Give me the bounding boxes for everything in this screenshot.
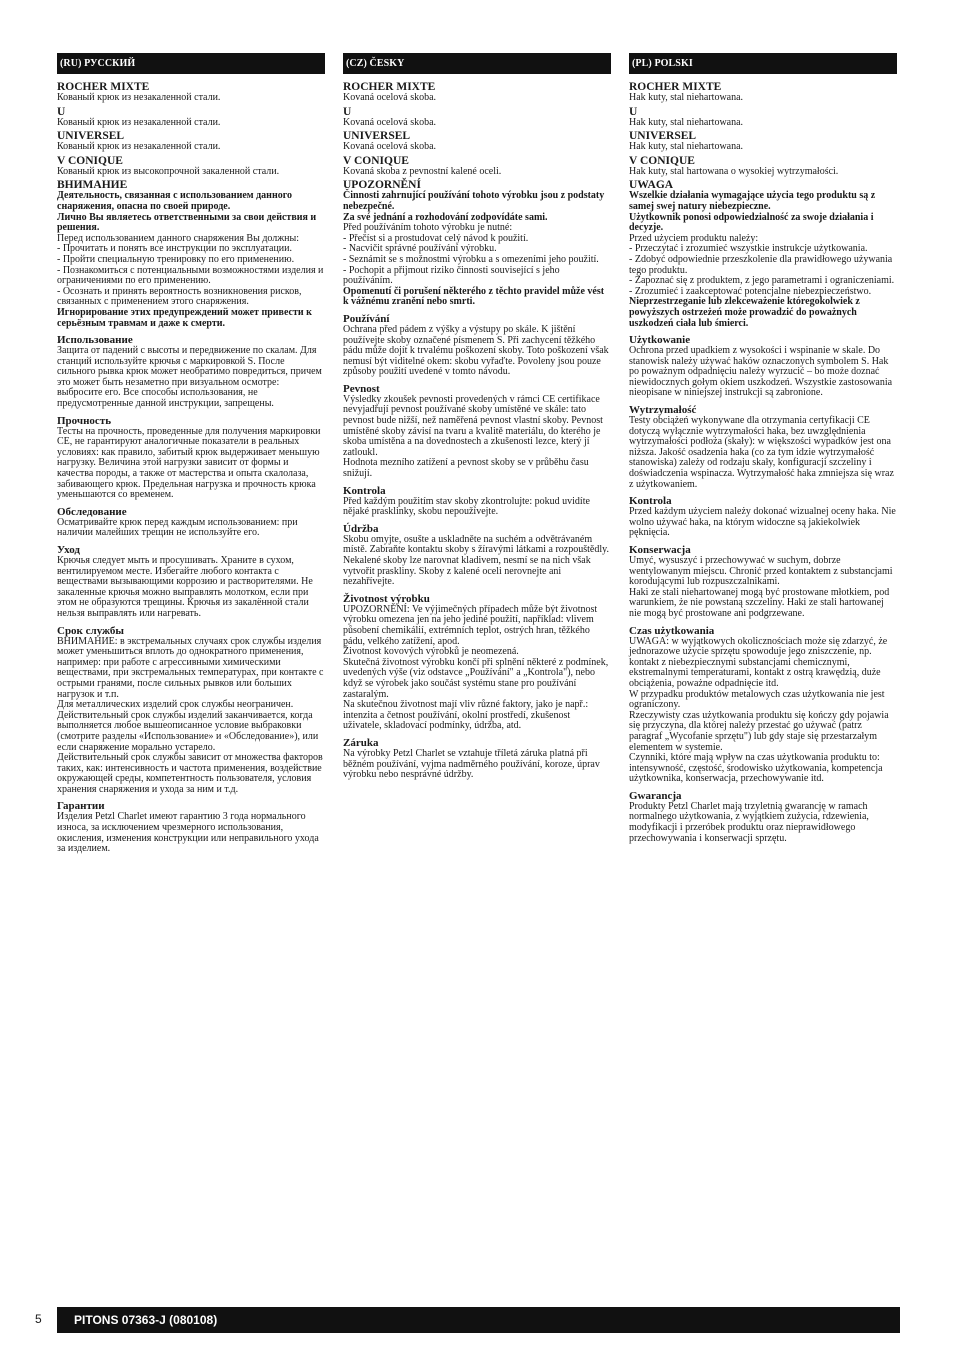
lifetime-title: Životnost výrobku [343, 592, 430, 605]
use-text: Ochrana před pádem z výšky a výstupy po skále. K jištění používejte skoby označené písmenem S. Při zachycení těžkého pádu může dojít k trvalému poškození skoby. Toto poškození však nemusí být viditelné okem: skobu vyřaďte. Povoleny jsou pouze způsoby použití uvedené v tomto návodu. [343, 323, 609, 378]
care-text: Skobu omyjte, osušte a uskladněte na suchém a odvětrávaném místě. Zabraňte kontaktu skoby s žíravými látkami a rozpouštědly. Nekalené skoby lze narovnat kladivem, nesmí se na nich však vytvořit praskliny. Skoby z kalené oceli nerovnejte ani nezahřívejte. [343, 533, 609, 588]
product-desc-rocher: Hak kuty, stal niehartowana. [629, 92, 744, 103]
product-desc-u: Hak kuty, stal niehartowana. [629, 116, 744, 128]
warning-bold-outro: Nieprzestrzeganie lub zlekceważenie któregokolwiek z powyższych ostrzeżeń może prowadzić do poważnych uszkodzeń ciała lub śmierci. [629, 296, 860, 329]
product-title-u: U [343, 105, 352, 118]
product-title-universel: UNIVERSEL [343, 130, 411, 143]
inspection-text: Осматривайте крюк перед каждым использованием: при наличии малейших трещин не используйте его. [57, 516, 298, 539]
care-title: Konserwacja [629, 544, 691, 556]
product-desc-universel: Кованый крюк из незакаленной стали. [57, 141, 221, 153]
warning-title: ВНИМАНИЕ [57, 179, 128, 192]
product-desc-universel: Hak kuty, stal niehartowana. [629, 141, 744, 153]
product-desc-rocher: Кованый крюк из незакаленной стали. [57, 92, 221, 103]
use-text: Защита от падений с высоты и передвижение по скалам. Для станций используйте крючья с маркировкой S. После сильного рывка крюк может необратимо повредиться, причем это может быть незаметно при визуальном осмотре: выбросите его. Все способы использования, не предусмотренные данной инструкции, запрещены. [57, 345, 322, 410]
product-desc-universel: Kovaná ocelová skoba. [343, 141, 437, 153]
product-title-vconique: V CONIQUE [629, 154, 695, 167]
column-polish [629, 53, 897, 844]
use-text: Ochrona przed upadkiem z wysokości i wspinanie w skale. Do stanowisk należy używać haków oznaczonych symbolem S. Hak po poważnym odpadnięciu należy wyrzucić – bo może doznać niewidocznych gołym okiem uszkodzeń. Wszystkie zastosowania nieopisane w niniejszej instrukcji są zabronione. [629, 345, 893, 399]
language-header: (RU) РУССКИЙ [57, 53, 325, 74]
inspection-text: Przed każdym użyciem należy dokonać wizualnej oceny haka. Nie wolno używać haka, na którym widoczne są jakiekolwiek pęknięcia. [629, 506, 896, 539]
use-title: Používání [343, 312, 390, 325]
warranty-text: Изделия Petzl Charlet имеют гарантию 3 года нормального износа, за исключением чрезмерного использования, окисления, изменения конструкции или неправильного ухода за изделием. [57, 811, 319, 855]
care-title: Уход [57, 544, 80, 556]
warning-title: UWAGA [629, 179, 674, 192]
product-title-u: U [57, 105, 66, 118]
lifetime-text: UPOZORNĚNÍ: Ve výjimečných případech může být životnost výrobku omezena jen na jeho jediné použití, například: vlivem působení chemikálií, extrémních teplot, ostrých hran, těžkého pádu, velkého zatížení, apod. Životnost kovových výrobků je neomezená. Skutečná životnost výrobku končí při splnění některé z podmínek, uvedených výše (viz odstavce „Používání" a „Kontrola"), nebo když se výrobek jako součást systému stane pro používání zastaralým. Na skutečnou životnost mají vliv různé faktory, jako je např.: intenzita a četnost používání, okolní prostředí, zkušenost uživatele, skladovací podmínky, údržba, atd. [343, 603, 609, 732]
product-desc-rocher: Kovaná ocelová skoba. [343, 92, 437, 103]
strength-text: Výsledky zkoušek pevnosti provedených v rámci CE certifikace nevyjadřují pevnost používané skoby umístěné ve skále: tato pevnost bude nižší, než naměřená pevnost vlastní skoby. Pevnost umístěné skoby závisí na tvaru a kvalitě materiálu, do kterého je skoba umístěna a na dovednostech a zkušenosti lezce, který jí zatloukl. Hodnota mezního zatížení a pevnost skoby se v průběhu času snižují. [343, 393, 603, 480]
product-title-u: U [629, 105, 638, 118]
product-title-rocher: ROCHER MIXTE [57, 81, 150, 93]
warning-list: Před používáním tohoto výrobku je nutné: - Přečíst si a prostudovat celý návod k použití. - Nacvičit správné používání výrobku. - Seznámit se s možnostmi výrobku a s omezeními jeho použití. - Pochopit a přijmout riziko činnosti související s jeho používáním. [343, 222, 599, 287]
warning-bold-intro: Wszelkie działania wymagające użycia tego produktu są z samej swej natury niebezpieczne. Użytkownik ponosi odpowiedzialność za swoje działania i decyzje. [629, 190, 876, 234]
language-header: (PL) POLSKI [629, 53, 897, 74]
use-title: Użytkowanie [629, 334, 691, 347]
warranty-title: Záruka [343, 736, 379, 749]
warranty-text: Produkty Petzl Charlet mają trzyletnią gwarancję w ramach normalnego użytkowania, z wyjątkiem zużycia, rdzewienia, modyfikacji i przeróbek produktu oraz nieprawidłowego przechowywania i konserwacji sprzętu. [629, 800, 869, 844]
warranty-title: Гарантии [57, 800, 105, 813]
care-text: Umyć, wysuszyć i przechowywać w suchym, dobrze wentylowanym miejscu. Chronić przed kontaktem z substancjami korodującymi lub rozpuszczalnikami. Haki ze stali niehartowanej mogą być prostowane młotkiem, pod warunkiem, że nie powstaną szczeliny. Haki ze stali hartowanej nie mogą być prostowane ani podgrzewane. [629, 555, 893, 619]
use-title: Использование [57, 334, 133, 347]
strength-title: Wytrzymałość [629, 404, 697, 417]
warranty-title: Gwarancja [629, 789, 682, 802]
warning-bold-outro: Игнорирование этих предупреждений может привести к серьёзным травмам и даже к смерти. [57, 306, 312, 329]
product-title-vconique: V CONIQUE [343, 154, 409, 167]
product-title-universel: UNIVERSEL [629, 130, 697, 143]
column-russian [57, 53, 325, 855]
strength-text: Тесты на прочность, проведенные для получения маркировки CE, не гарантируют аналогичные показатели в реальных условиях: как правило, забитый крюк выдерживает меньшую нагрузку. Величина этой нагрузки зависит от формы и качества породы, а также от мастерства и опыта скалолаза, забивающего крюк. Предельная нагрузка и прочность крюка уменьшаются со временем. [57, 425, 321, 501]
inspection-text: Před každým použitím stav skoby zkontrolujte: pokud uvidíte nějaké prasklinky, skobu nepoužívejte. [343, 495, 590, 518]
inspection-title: Обследование [57, 505, 127, 518]
lifetime-title: Срок службы [57, 624, 124, 637]
warning-title: UPOZORNĚNÍ [343, 179, 421, 192]
inspection-title: Kontrola [343, 484, 386, 497]
warning-list: Przed użyciem produktu należy: - Przeczytać i zrozumieć wszystkie instrukcje użytkowania. - Zdobyć odpowiednie przeszkolenie dla prawidłowego używania tego produktu. - Zapoznać się z produktem, z jego parametrami i ograniczeniami. - Zrozumieć i zaakceptować potencjalne niebezpieczeństwo. [629, 232, 895, 297]
product-title-vconique: V CONIQUE [57, 154, 123, 167]
product-desc-vconique: Kovaná skoba z pevnostní kalené oceli. [343, 165, 502, 177]
lifetime-title: Czas użytkowania [629, 624, 715, 637]
product-desc-vconique: Hak kuty, stal hartowana o wysokiej wytrzymałości. [629, 165, 839, 177]
product-title-universel: UNIVERSEL [57, 130, 125, 143]
inspection-title: Kontrola [629, 495, 672, 508]
page-number: 5 [35, 1312, 42, 1326]
lifetime-text: ВНИМАНИЕ: в экстремальных случаях срок службы изделия может уменьшиться вплоть до однократного применения, например: при работе с агрессивными химическими веществами, при экстремальных температурах, при контакте с острыми гранями, после сильных рывков или больших нагрузок и т.п. Для металлических изделий срок службы неограничен. Действительный срок службы изделий заканчивается, когда выполняется любое вышеописанное условие выбраковки (смотрите разделы «Использование» и «Обследование»), или если снаряжение морально устарело. Действительный срок службы зависит от множества факторов таких, как: интенсивность и частота применения, воздействие окружающей среды, компетентность пользователя, условия хранения снаряжения и ухода за ним и т.д. [57, 635, 324, 795]
strength-text: Testy obciążeń wykonywane dla otrzymania certyfikacji CE dotyczą wyłącznie wytrzymałości haka, bez uwzględnienia wytrzymałości podłoża (skały): w większości wypadków jest ona niższa. Jakość osadzenia haka (co za tym idzie wytrzymałość stanowiska) zależy od rodzaju skały, konfiguracji szczeliny i doświadczenia wspinacza. Wytrzymałość haka zmniejsza się wraz z użytkowaniem. [629, 415, 894, 490]
product-desc-u: Kovaná ocelová skoba. [343, 116, 437, 128]
strength-title: Pevnost [343, 382, 380, 395]
care-title: Údržba [343, 522, 379, 535]
lifetime-text: UWAGA: w wyjątkowych okolicznościach może się zdarzyć, że jednorazowe użycie sprzętu spowoduje jego zniszczenie, np. kontakt z niebezpiecznymi substancjami chemicznymi, ekstremalnymi temperaturami, kontakt z ostrą krawędzią, duże obciążenia, poważne odpadnięcie itd. W przypadku produktów metalowych czas użytkowania nie jest ograniczony. Rzeczywisty czas użytkowania produktu się kończy gdy pojawia się przyczyna, dla której należy przestać go używać (patrz paragraf „Wycofanie sprzętu") lub gdy staje się przestarzałym elementem w systemie. Czynniki, które mają wpływ na czas użytkowania produktu to: intensywność, częstość, środowisko użytkowania, kompetencja użytkownika, konserwacja, przechowywanie itd. [629, 635, 889, 785]
product-desc-vconique: Кованый крюк из высокопрочной закаленной стали. [57, 165, 280, 177]
column-czech [343, 53, 611, 781]
warning-list: Перед использованием данного снаряжения Вы должны: - Прочитать и понять все инструкции по эксплуатации. - Пройти специальную тренировку по его применению. - Познакомиться с потенциальными возможностями изделия и ограничениями по его применению. - Осознать и принять вероятность возникновения рисков, связанных с применением этого снаряжения. [57, 232, 324, 308]
warning-bold-intro: Činnosti zahrnující používání tohoto výrobku jsou z podstaty nebezpečné. Za své jednání a rozhodování zodpovídáte sami. [343, 190, 605, 223]
product-title-rocher: ROCHER MIXTE [629, 81, 722, 93]
document-reference: PITONS 07363-J (080108) [57, 1307, 900, 1333]
warning-bold-intro: Деятельность, связанная с использованием данного снаряжения, опасна по своей природе. Лично Вы являетесь ответственными за свои действия и решения. [57, 190, 317, 234]
warranty-text: Na výrobky Petzl Charlet se vztahuje tříletá záruka platná při běžném používání, vyjma nadměrného používání, koroze, úprav výrobku nebo nesprávné údržby. [343, 747, 600, 781]
care-text: Крючья следует мыть и просушивать. Храните в сухом, вентилируемом месте. Избегайте любого контакта с веществами вызывающими коррозию и растворителями. Не закаленные крючья можно выправлять молотком, если при этом не образуются трещины. Крючья из закалённой стали нельзя выправлять или нагревать. [57, 555, 313, 619]
warning-bold-outro: Opomenutí či porušení některého z těchto pravidel může vést k vážnému zranění nebo smrti. [343, 285, 605, 308]
product-desc-u: Кованый крюк из незакаленной стали. [57, 116, 221, 128]
strength-title: Прочность [57, 414, 112, 427]
language-header: (CZ) ČESKY [343, 53, 611, 74]
product-title-rocher: ROCHER MIXTE [343, 81, 436, 93]
